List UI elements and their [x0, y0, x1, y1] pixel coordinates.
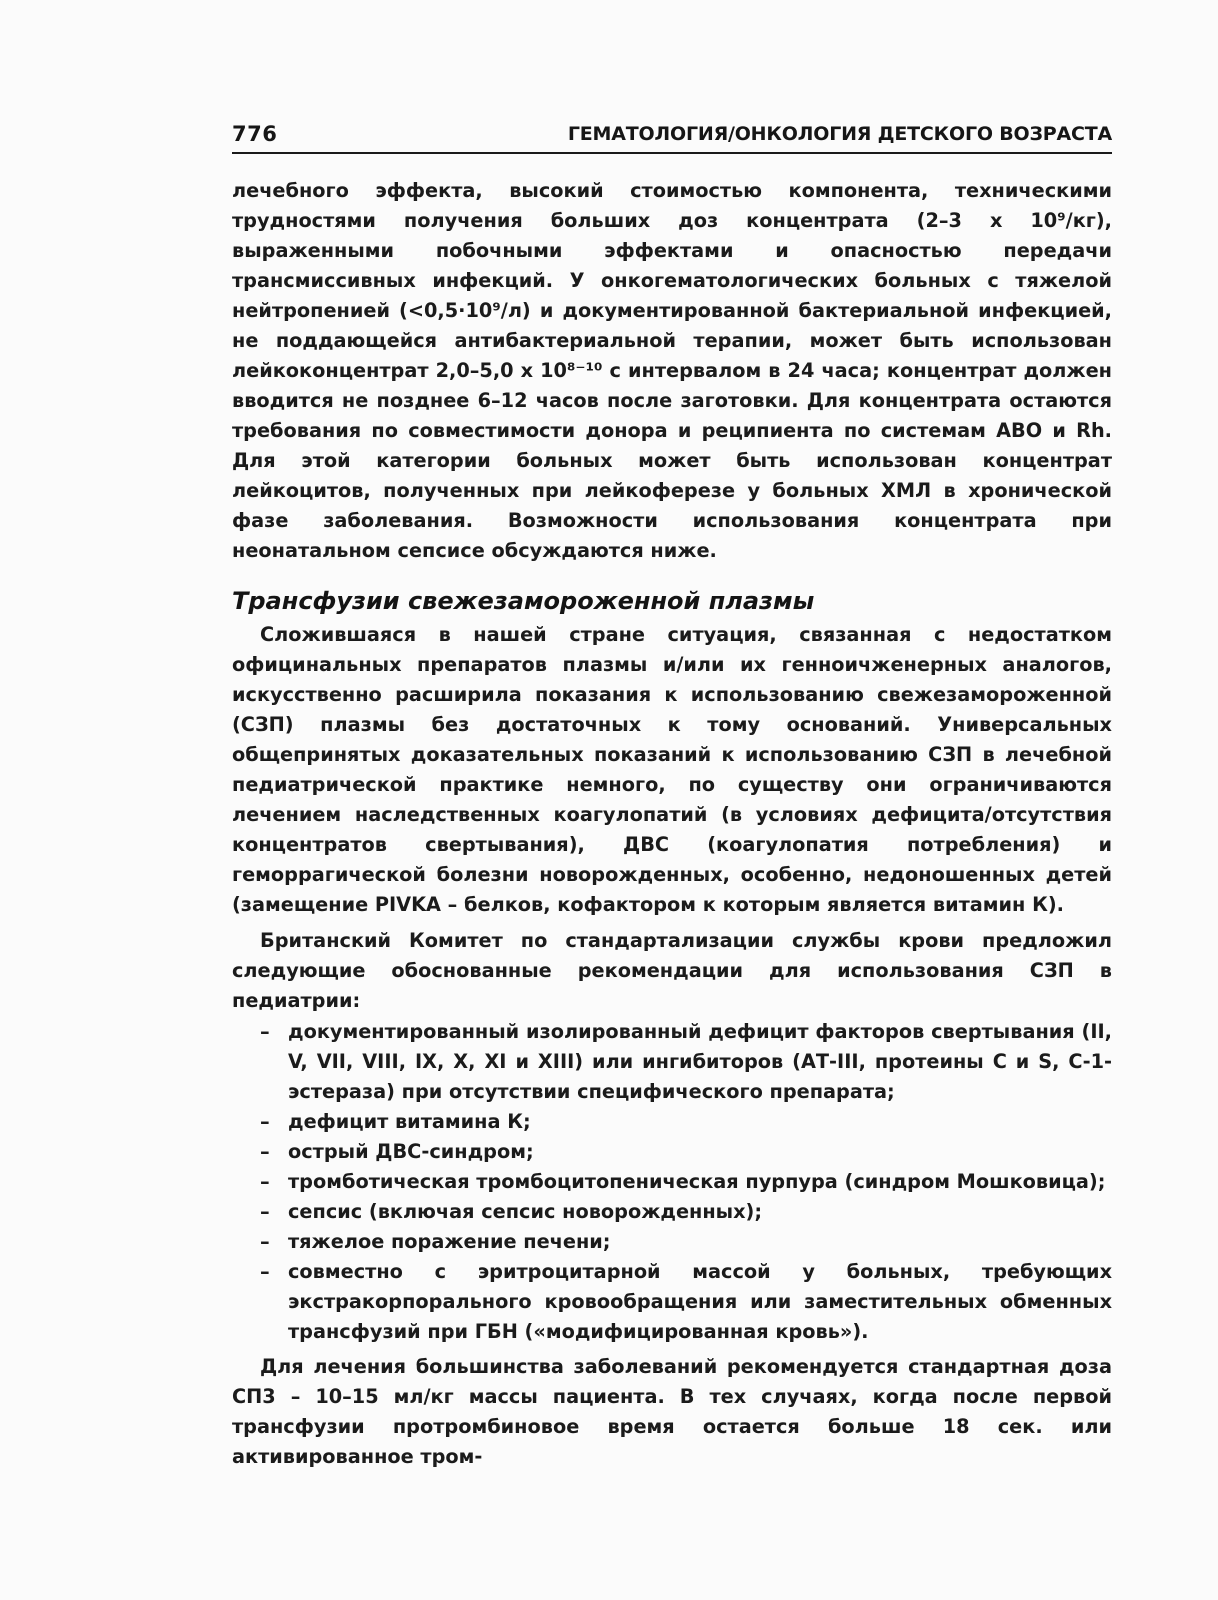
list-item-text: документированный изолированный дефицит факторов свертывания (II, V, VII, VIII, IX, X, XI и XIII) или ингибиторов (АТ-III, протеины С и S, С-1-эстераза) при отсутствии специфического препарата;	[288, 1020, 1112, 1103]
list-dash: –	[260, 1110, 270, 1133]
list-item	[260, 1227, 1112, 1257]
page-body	[232, 176, 1112, 1472]
paragraph-british-committee: Британский Комитет по стандартализации службы крови предложил следующие обоснованные рекомендации для использования СЗП в педиатрии:	[232, 929, 1112, 1012]
page-number: 776	[232, 122, 278, 146]
list-dash: –	[260, 1170, 270, 1193]
list-item	[260, 1167, 1112, 1197]
list-dash: –	[260, 1200, 270, 1223]
paragraph-leukocyte-concentrate: лечебного эффекта, высокий стоимостью компонента, техническими трудностями получения больших доз концентрата (2–3 x 10⁹/кг), выраженными побочными эффектами и опасностью передачи трансмиссивных инфекций. У онкогематологических больных с тяжелой нейтропенией (<0,5·10⁹/л) и документированной бактериальной инфекцией, не поддающейся антибактериальной терапии, может быть использован лейкоконцентрат 2,0–5,0 x 10⁸⁻¹⁰ с интервалом в 24 часа; концентрат должен вводится не позднее 6–12 часов после заготовки. Для концентрата остаются требования по совместимости донора и реципиента по системам АВО и Rh. Для этой категории больных может быть использован концентрат лейкоцитов, полученных при лейкоферезе у больных ХМЛ в хронической фазе заболевания. Возможности использования концентрата при неонатальном сепсисе обсуждаются ниже.	[232, 179, 1112, 562]
list-item	[260, 1197, 1112, 1227]
paragraph-ffp-indications: Сложившаяся в нашей стране ситуация, связанная с недостатком официнальных препаратов плазмы и/или их генноичженерных аналогов, искусственно расширила показания к использованию свежезамороженной (СЗП) плазмы без достаточных к тому оснований. Универсальных общепринятых доказательных показаний к использованию СЗП в лечебной педиатрической практике немного, по существу они ограничиваются лечением наследственных коагулопатий (в условиях дефицита/отсутствия концентратов свертывания), ДВС (коагулопатия потребления) и геморрагической болезни новорожденных, особенно, недоношенных детей (замещение PIVKA – белков, кофактором к которым является витамин К).	[232, 623, 1112, 916]
list-item-text: дефицит витамина К;	[288, 1110, 531, 1133]
list-item-text: тромботическая тромбоцитопеническая пурпура (синдром Мошковица);	[288, 1170, 1106, 1193]
list-dash: –	[260, 1020, 270, 1043]
list-item-text: совместно с эритроцитарной массой у больных, требующих экстракорпорального кровообращения или заместительных обменных трансфузий при ГБН («модифицированная кровь»).	[288, 1260, 1112, 1343]
list-dash: –	[260, 1230, 270, 1253]
list-item-text: тяжелое поражение печени;	[288, 1230, 611, 1253]
running-title: ГЕМАТОЛОГИЯ/ОНКОЛОГИЯ ДЕТСКОГО ВОЗРАСТА	[567, 123, 1112, 145]
recommendations-list	[232, 1017, 1112, 1347]
page-header	[232, 120, 1112, 154]
list-item	[260, 1017, 1112, 1107]
list-item	[260, 1257, 1112, 1347]
section-heading: Трансфузии свежезамороженной плазмы	[232, 587, 815, 615]
list-dash: –	[260, 1260, 270, 1283]
list-item	[260, 1107, 1112, 1137]
list-dash: –	[260, 1140, 270, 1163]
list-item	[260, 1137, 1112, 1167]
list-item-text: сепсис (включая сепсис новорожденных);	[288, 1200, 763, 1223]
paragraph-standard-dose: Для лечения большинства заболеваний рекомендуется стандартная доза СП3 – 10–15 мл/кг массы пациента. В тех случаях, когда после первой трансфузии протромбиновое время остается больше 18 сек. или активированное тром-	[232, 1355, 1112, 1468]
list-item-text: острый ДВС-синдром;	[288, 1140, 534, 1163]
